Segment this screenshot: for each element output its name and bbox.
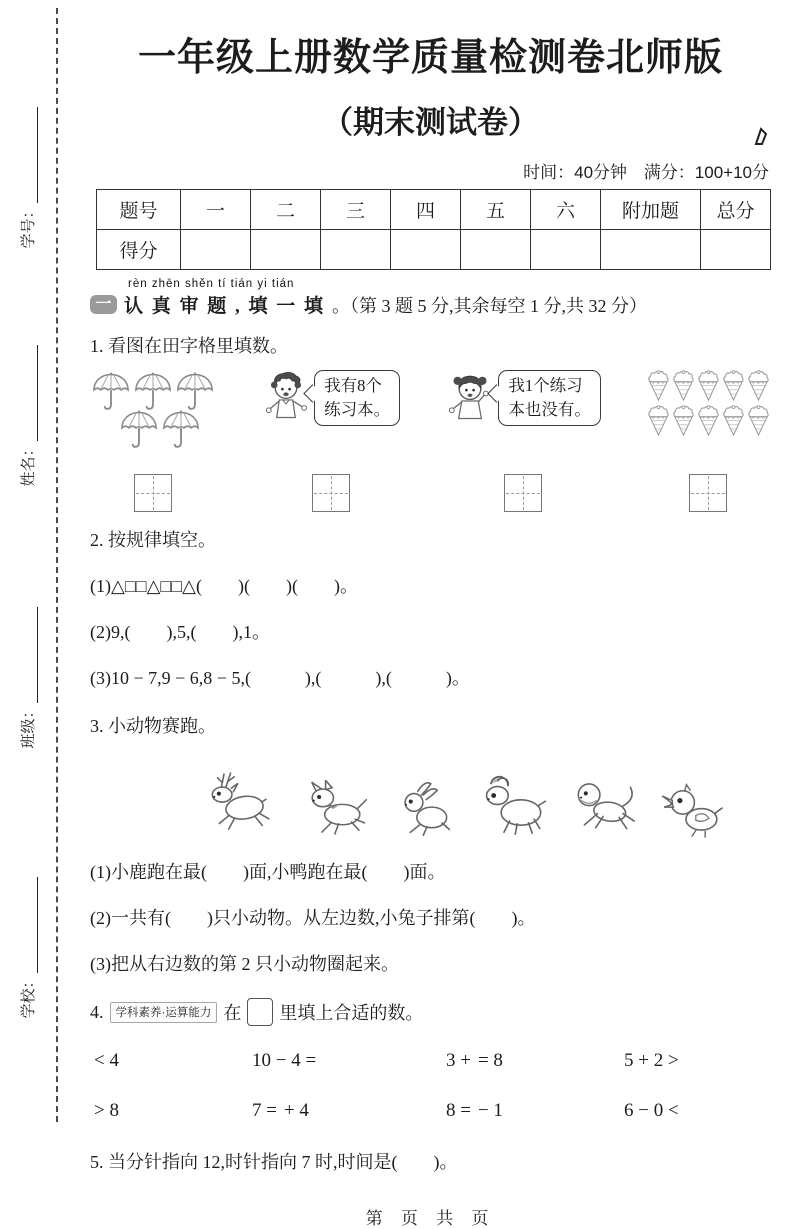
school-label: 学校： [21,973,37,1019]
class-label: 班级： [21,703,37,749]
question-3-item-2: (2)一共有( )只小动物。从左边数,小兔子排第( )。 [90,908,536,928]
monkey-icon [568,776,644,838]
icecream-icon [646,405,671,438]
ram-icon [472,770,552,838]
tian-grid-box [504,474,542,512]
umbrella-icon [132,370,174,412]
umbrella-group [90,370,216,512]
header-cell-four: 四 [391,190,461,230]
boy-group [261,370,400,512]
boy-speech-bubble: 我有8个 练习本。 [314,370,400,426]
student-number-field [14,88,38,268]
section-pinyin: rèn zhēn shěn tí tián yi tián [128,278,295,290]
icecream-icon [721,405,746,438]
girl-speech-bubble: 我1个练习 本也没有。 [498,370,601,426]
full-score: 满分：100+10分 [643,163,769,182]
question-1-figures [90,370,771,512]
math-expression: 5 + 2 > [624,1050,679,1071]
score-cell [601,230,701,270]
math-expression: < 4 [94,1050,119,1071]
exam-meta [88,158,769,183]
icecream-icon [746,370,771,403]
school-blank [22,878,39,974]
math-expression: 8 = − 1 [446,1100,503,1121]
question-4-number: 4. [90,1001,104,1022]
math-expression: 3 + = 8 [446,1050,503,1071]
icecream-icon [696,370,721,403]
duck-icon [660,780,726,838]
class-field [14,588,38,768]
score-cell [531,230,601,270]
score-table-header-row [97,190,771,230]
header-cell-bonus: 附加题 [601,190,701,230]
icecream-icon [721,370,746,403]
answer-box [247,998,273,1026]
math-expression: > 8 [94,1100,119,1121]
section-score-note: 。（第 3 题 5 分,其余每空 1 分,共 32 分） [332,295,648,316]
score-cell [701,230,771,270]
page-footer: 第 页 共 页 [365,1209,496,1228]
girl-group [445,370,601,512]
score-row-label: 得分 [97,230,181,270]
school-field [14,858,38,1038]
girl-icon [445,370,495,434]
student-name-label: 姓名： [21,441,37,487]
umbrella-icon [90,370,132,412]
score-cell [461,230,531,270]
question-5-text: 5. 当分针指向 12,时针指向 7 时,时间是( )。 [90,1152,458,1172]
page-subtitle: （期末测试卷） [322,105,539,140]
question-1-text: 1. 看图在田字格里填数。 [90,336,288,356]
question-2-text: 2. 按规律填空。 [90,530,216,550]
header-cell-qnum: 题号 [97,190,181,230]
icecream-icon [671,370,696,403]
question-3-item-3: (3)把从右边数的第 2 只小动物圈起来。 [90,954,399,974]
score-cell [391,230,461,270]
header-cell-total: 总分 [701,190,771,230]
score-cell [251,230,321,270]
worksheet-content [70,0,783,1229]
question-4-expressions [94,1050,773,1122]
umbrella-icon [118,408,160,450]
header-cell-two: 二 [251,190,321,230]
question-2-item-2: (2)9,( ),5,( ),1。 [90,622,270,642]
math-expression: 6 − 0 < [624,1100,679,1121]
time-limit: 时间：40分钟 [523,163,628,182]
score-cell [181,230,251,270]
scan-artifact-icon [753,126,769,148]
section-one-heading [90,291,773,318]
student-name-field [14,326,38,506]
page-title: 一年级上册数学质量检测卷北师版 [137,37,723,79]
student-number-blank [22,108,39,204]
question-3-item-1: (1)小鹿跑在最( )面,小鸭跑在最( )面。 [90,862,446,882]
animal-race-figure [148,754,773,838]
dog-icon [296,780,370,838]
skill-badge: 学科素养·运算能力 [110,1002,218,1023]
icecream-icon [646,370,671,403]
score-cell [321,230,391,270]
question-2-item-3: (3)10 − 7,9 − 6,8 − 5,( ),( ),( )。 [90,668,470,688]
header-cell-six: 六 [531,190,601,230]
student-number-label: 学号： [21,203,37,249]
icecream-group [646,370,771,512]
student-name-blank [22,346,39,442]
score-table-score-row [97,230,771,270]
fold-line-column [0,8,58,1122]
section-number-badge: 一 [90,295,117,314]
header-cell-three: 三 [321,190,391,230]
umbrella-icon [174,370,216,412]
tian-grid-box [134,474,172,512]
question-2-item-1: (1)△□□△□□△( )( )( )。 [90,576,358,596]
class-blank [22,608,39,704]
header-cell-five: 五 [461,190,531,230]
umbrella-icon [160,408,202,450]
boy-icon [261,370,311,434]
section-title: 认 真 审 题 , 填 一 填 [124,296,326,317]
deer-icon [196,768,280,838]
math-expression: 7 = + 4 [252,1100,309,1121]
icecream-icon [671,405,696,438]
question-3-text: 3. 小动物赛跑。 [90,716,216,736]
icecream-icon [746,405,771,438]
score-table [96,189,771,270]
rabbit-icon [386,780,456,838]
tian-grid-box [312,474,350,512]
header-cell-one: 一 [181,190,251,230]
tian-grid-box [689,474,727,512]
question-4-text: 4. 学科素养·运算能力 在 里填上合适的数。 [90,998,773,1026]
math-expression: 10 − 4 = [252,1050,317,1071]
icecream-icon [696,405,721,438]
